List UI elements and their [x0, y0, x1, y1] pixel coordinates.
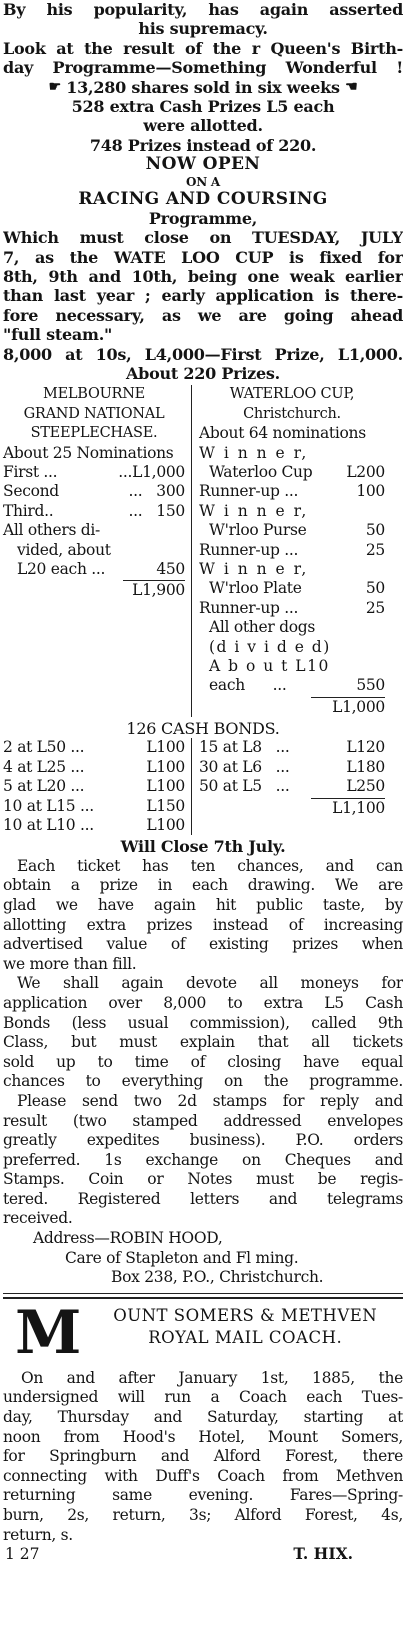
section-divider — [3, 1293, 403, 1294]
on-a-text: ON A — [186, 174, 220, 189]
close-paragraph-line: "full steam." — [3, 325, 113, 345]
paragraph-line: We shall again devote all moneys for — [17, 974, 403, 993]
melbourne-row: Third.. ... 150 — [3, 501, 185, 520]
pointing-hand-right-icon: ☛ — [48, 79, 61, 96]
melbourne-row: All others di- — [3, 521, 100, 540]
bond-row: 4 at L25 ... L100 — [3, 757, 185, 776]
waterloo-heading: WATERLOO CUP, — [229, 386, 355, 403]
stamps-paragraph — [3, 1092, 403, 1229]
coach-advertisement — [3, 1305, 403, 1563]
coach-body-line: return, s. — [3, 1525, 73, 1544]
bond-row: 15 at L8 ... L120 — [199, 738, 385, 757]
paragraph-line: we more than fill. — [3, 954, 137, 973]
coach-body-line: undersigned will run a Coach each Tues- — [3, 1388, 403, 1407]
robin-hood-advertisement — [3, 0, 403, 1288]
waterloo-row: W'rloo Plate 50 — [209, 579, 385, 598]
waterloo-row: each ... 550 — [209, 676, 385, 695]
bonds-divider — [191, 738, 192, 835]
bond-row: 10 at L15 ... L150 — [3, 796, 185, 815]
pointing-hand-left-icon: ☚ — [345, 79, 358, 96]
waterloo-row: W i n n e r, — [199, 501, 309, 520]
paragraph-line: application over 8,000 to extra L5 Cash — [3, 993, 403, 1012]
coach-body-line: for Springburn and Alford Forest, there — [3, 1447, 403, 1466]
paragraph-line: received. — [3, 1209, 73, 1228]
coach-body-line: noon from Hood's Hotel, Mount Somers, — [3, 1427, 403, 1446]
address-block — [3, 1229, 403, 1288]
coach-footer — [3, 1545, 403, 1563]
paragraph-line: preferred. 1s exchange on Cheques and — [3, 1150, 403, 1169]
cash-bonds-heading: 126 CASH BONDS. — [126, 719, 280, 739]
close-paragraph-line: Which must close on TUESDAY, JULY — [3, 228, 403, 248]
bond-row: 5 at L20 ... L100 — [3, 777, 185, 796]
intro-line: his supremacy. — [138, 19, 268, 39]
waterloo-row: (d i v i d e d) — [209, 637, 331, 656]
waterloo-nominations: About 64 nominations — [199, 424, 366, 443]
programme-label: Programme, — [148, 208, 258, 228]
coach-title-line: ROYAL MAIL COACH. — [148, 1327, 343, 1347]
paragraph-line: chances to everything on the programme. — [3, 1072, 403, 1091]
melbourne-row: Second ... 300 — [3, 482, 185, 501]
coach-body-line: burn, 2s, return, 3s; Alford Forest, 4s, — [3, 1506, 403, 1525]
close-paragraph-line: 8th, 9th and 10th, being one weak earlier — [3, 267, 403, 287]
waterloo-row: Runner-up ... 25 — [199, 598, 385, 617]
intro-line: day Programme—Something Wonderful ! — [3, 58, 403, 78]
melbourne-heading: MELBOURNE — [42, 386, 146, 403]
cash-bonds-left — [3, 738, 185, 835]
bond-row: 2 at L50 ... L100 — [3, 738, 185, 757]
waterloo-column — [199, 385, 385, 717]
ticket-paragraph — [3, 857, 403, 975]
moneys-paragraph — [3, 974, 403, 1092]
melbourne-row: First ... ...L1,000 — [3, 462, 185, 481]
reference-number: 1 27 — [5, 1545, 40, 1564]
now-open-heading: NOW OPEN — [145, 155, 261, 175]
section-divider-thick — [3, 1297, 403, 1299]
intro-line: Look at the result of the r Queen's Birth- — [3, 38, 403, 58]
paragraph-line: obtain a prize in each drawing. We are — [3, 876, 403, 895]
paragraph-line: advertised value of existing prizes when — [3, 935, 403, 954]
melbourne-row: L20 each ... 450 — [17, 559, 185, 578]
allotted-line: were allotted. — [143, 116, 263, 136]
paragraph-line: result (two stamped addressed envelopes — [3, 1111, 403, 1130]
prize-tables — [3, 385, 403, 717]
waterloo-row: A b o u t L10 — [209, 656, 330, 675]
bond-row: 50 at L5 ... L250 — [199, 777, 385, 796]
coach-body-line: connecting with Duff's Coach from Methven — [3, 1466, 403, 1485]
address-line: Care of Stapleton and Fl ming. — [65, 1248, 299, 1267]
melbourne-heading: GRAND NATIONAL — [23, 405, 165, 422]
waterloo-heading: Christchurch. — [243, 405, 341, 422]
intro-line: By his popularity, has again asserted — [3, 0, 403, 19]
paragraph-line: Stamps. Coin or Notes must be regis- — [3, 1170, 403, 1189]
shares-text: 13,280 shares sold in six weeks — [66, 77, 340, 97]
coach-body-line: returning same evening. Fares—Spring- — [3, 1486, 403, 1505]
waterloo-row: W i n n e r, — [199, 443, 309, 462]
coach-body-line: day, Thursday and Saturday, starting at — [3, 1408, 403, 1427]
paragraph-line: Each ticket has ten chances, and can — [17, 856, 403, 875]
address-line: Address—ROBIN HOOD, — [33, 1229, 223, 1248]
waterloo-row: W i n n e r, — [199, 559, 309, 578]
tickets-line: 8,000 at 10s, L4,000—First Prize, L1,000. — [3, 344, 403, 364]
waterloo-row: Runner-up ... 100 — [199, 482, 385, 501]
melbourne-heading: STEEPLECHASE. — [30, 425, 158, 442]
signature: T. HIX. — [293, 1544, 353, 1564]
address-line: Box 238, P.O., Christchurch. — [111, 1268, 324, 1287]
drop-cap: M — [15, 1304, 82, 1359]
paragraph-line: sold up to time of closing have equal — [3, 1052, 403, 1071]
cash-bonds-right — [199, 738, 385, 835]
coach-body — [3, 1369, 403, 1545]
about-prizes-line: About 220 Prizes. — [126, 364, 280, 384]
paragraph-line: allotting extra prizes instead of increasing — [3, 915, 403, 934]
waterloo-row: W'rloo Purse 50 — [209, 521, 385, 540]
paragraph-line: greatly expedites business). P.O. orders — [3, 1131, 403, 1150]
racing-title: RACING AND COURSING — [78, 189, 328, 209]
waterloo-row: All other dogs — [209, 618, 316, 637]
coach-heading — [3, 1305, 403, 1359]
melbourne-column — [3, 385, 185, 717]
shares-line — [3, 78, 403, 97]
waterloo-row: Waterloo Cup L200 — [209, 462, 385, 481]
close-paragraph-line: 7, as the WATE LOO CUP is fixed for — [3, 247, 403, 267]
paragraph-line: tered. Registered letters and telegrams — [3, 1189, 403, 1208]
paragraph-line: glad we have again hit public taste, by — [3, 895, 403, 914]
coach-body-line: On and after January 1st, 1885, the — [21, 1368, 403, 1387]
prizes-instead-line: 748 Prizes instead of 220. — [89, 135, 317, 155]
close-paragraph-line: than last year ; early application is there- — [3, 286, 403, 306]
waterloo-row: Runner-up ... 25 — [199, 540, 385, 559]
paragraph-line: Please send two 2d stamps for reply and — [17, 1091, 403, 1110]
extra-prizes-line: 528 extra Cash Prizes L5 each — [71, 96, 335, 116]
paragraph-line: Class, but must explain that all tickets — [3, 1033, 403, 1052]
coach-title-line: OUNT SOMERS & METHVEN — [113, 1305, 378, 1325]
waterloo-total: L1,000 — [332, 697, 385, 716]
melbourne-nominations: About 25 Nominations — [3, 443, 174, 462]
melbourne-total: L1,900 — [132, 581, 185, 600]
close-paragraph-line: fore necessary, as we are going ahead — [3, 305, 403, 325]
bond-row: 10 at L10 ... L100 — [3, 816, 185, 835]
will-close-line: Will Close 7th July. — [120, 837, 286, 857]
melbourne-row: vided, about — [17, 540, 111, 559]
cash-bonds-table — [3, 738, 403, 835]
column-divider — [191, 385, 192, 717]
paragraph-line: Bonds (less usual commission), called 9th — [3, 1013, 403, 1032]
bonds-total: L1,100 — [332, 798, 385, 817]
bond-row: 30 at L6 ... L180 — [199, 757, 385, 776]
